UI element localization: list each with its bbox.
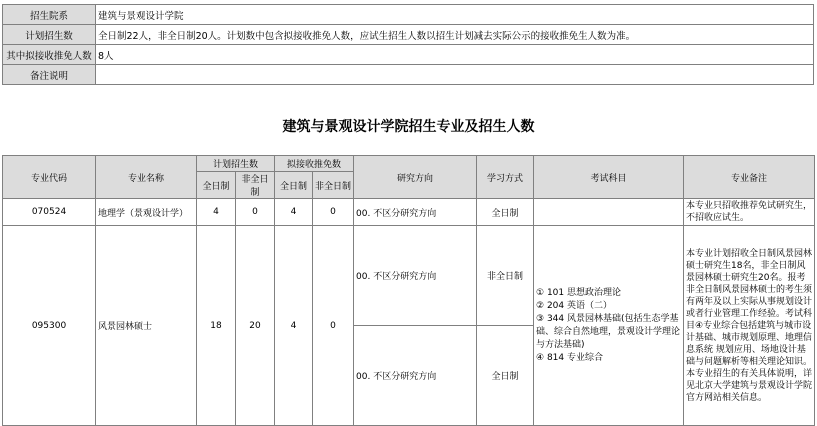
- header-row-1: [3, 156, 815, 172]
- table-row: [3, 199, 815, 226]
- info-row-plan: [3, 25, 814, 45]
- cell-direction: 00. 不区分研究方向: [354, 199, 477, 226]
- header-exempt: 拟接收推免数: [275, 156, 354, 172]
- cell-name: 风景园林硕士: [96, 226, 197, 426]
- cell-mode: 全日制: [477, 199, 534, 226]
- cell-plan-part: 0: [236, 199, 275, 226]
- cell-exam: [534, 199, 684, 226]
- cell-direction: 00. 不区分研究方向: [354, 326, 477, 426]
- cell-exam: [534, 226, 684, 426]
- cell-exempt-full: 4: [275, 226, 313, 426]
- cell-code: 070524: [3, 199, 96, 226]
- info-row-department: [3, 5, 814, 25]
- cell-name: 地理学（景观设计学）: [96, 199, 197, 226]
- header-exempt-part: 非全日制: [313, 172, 354, 199]
- value-plan: 全日制22人，非全日制20人。计划数中包含拟接收推免人数，应试生招生人数以招生计划减去实际公示的接收推免生人数为准。: [96, 25, 814, 45]
- info-row-exempt: [3, 45, 814, 65]
- header-remark: 专业备注: [684, 156, 815, 199]
- info-row-note: [3, 65, 814, 85]
- exam-item-4: ④ 814 专业综合: [536, 352, 603, 363]
- cell-direction: 00. 不区分研究方向: [354, 226, 477, 326]
- label-plan: 计划招生数: [3, 25, 96, 45]
- header-exempt-full: 全日制: [275, 172, 313, 199]
- cell-plan-full: 18: [197, 226, 236, 426]
- header-plan-part: 非全日制: [236, 172, 275, 199]
- cell-remark: 本专业只招收推荐免试研究生，不招收应试生。: [684, 199, 815, 226]
- header-mode: 学习方式: [477, 156, 534, 199]
- cell-plan-part: 20: [236, 226, 275, 426]
- cell-code: 095300: [3, 226, 96, 426]
- header-plan-full: 全日制: [197, 172, 236, 199]
- table-row: [3, 226, 815, 326]
- cell-plan-full: 4: [197, 199, 236, 226]
- cell-mode: 非全日制: [477, 226, 534, 326]
- header-plan: 计划招生数: [197, 156, 275, 172]
- cell-exempt-part: 0: [313, 199, 354, 226]
- header-code: 专业代码: [3, 156, 96, 199]
- cell-exempt-full: 4: [275, 199, 313, 226]
- cell-remark: 本专业计划招收全日制风景园林硕士研究生18名，非全日制风景园林硕士研究生20名。报考非全日制风景园林硕士的考生须有两年及以上实际从事规划设计或者行业管理工作经验。考试科目④专业综合包括建筑与城市设计基础、城市规划原理、地理信息系统 规划应用、场地设计基础与问题解析等相关理论知识。本专业招生的有关具体说明，详见北京大学建筑与景观设计学院官方网站相关信息。: [684, 226, 815, 426]
- exam-item-3: ③ 344 风景园林基础(包括生态学基础、综合自然地理，景观设计学理论与方法基础): [536, 313, 681, 350]
- exam-item-1: ① 101 思想政治理论: [536, 287, 621, 298]
- label-exempt: 其中拟接收推免人数: [3, 45, 96, 65]
- label-department: 招生院系: [3, 5, 96, 25]
- value-note: [96, 65, 814, 85]
- value-exempt: 8人: [96, 45, 814, 65]
- cell-exempt-part: 0: [313, 226, 354, 426]
- page-title: 建筑与景观设计学院招生专业及招生人数: [282, 119, 535, 135]
- header-name: 专业名称: [96, 156, 197, 199]
- header-exam: 考试科目: [534, 156, 684, 199]
- header-direction: 研究方向: [354, 156, 477, 199]
- info-table: [2, 4, 814, 85]
- cell-mode: 全日制: [477, 326, 534, 426]
- value-department: 建筑与景观设计学院: [96, 5, 814, 25]
- exam-item-2: ② 204 英语（二）: [536, 300, 612, 311]
- label-note: 备注说明: [3, 65, 96, 85]
- major-table: [2, 155, 815, 426]
